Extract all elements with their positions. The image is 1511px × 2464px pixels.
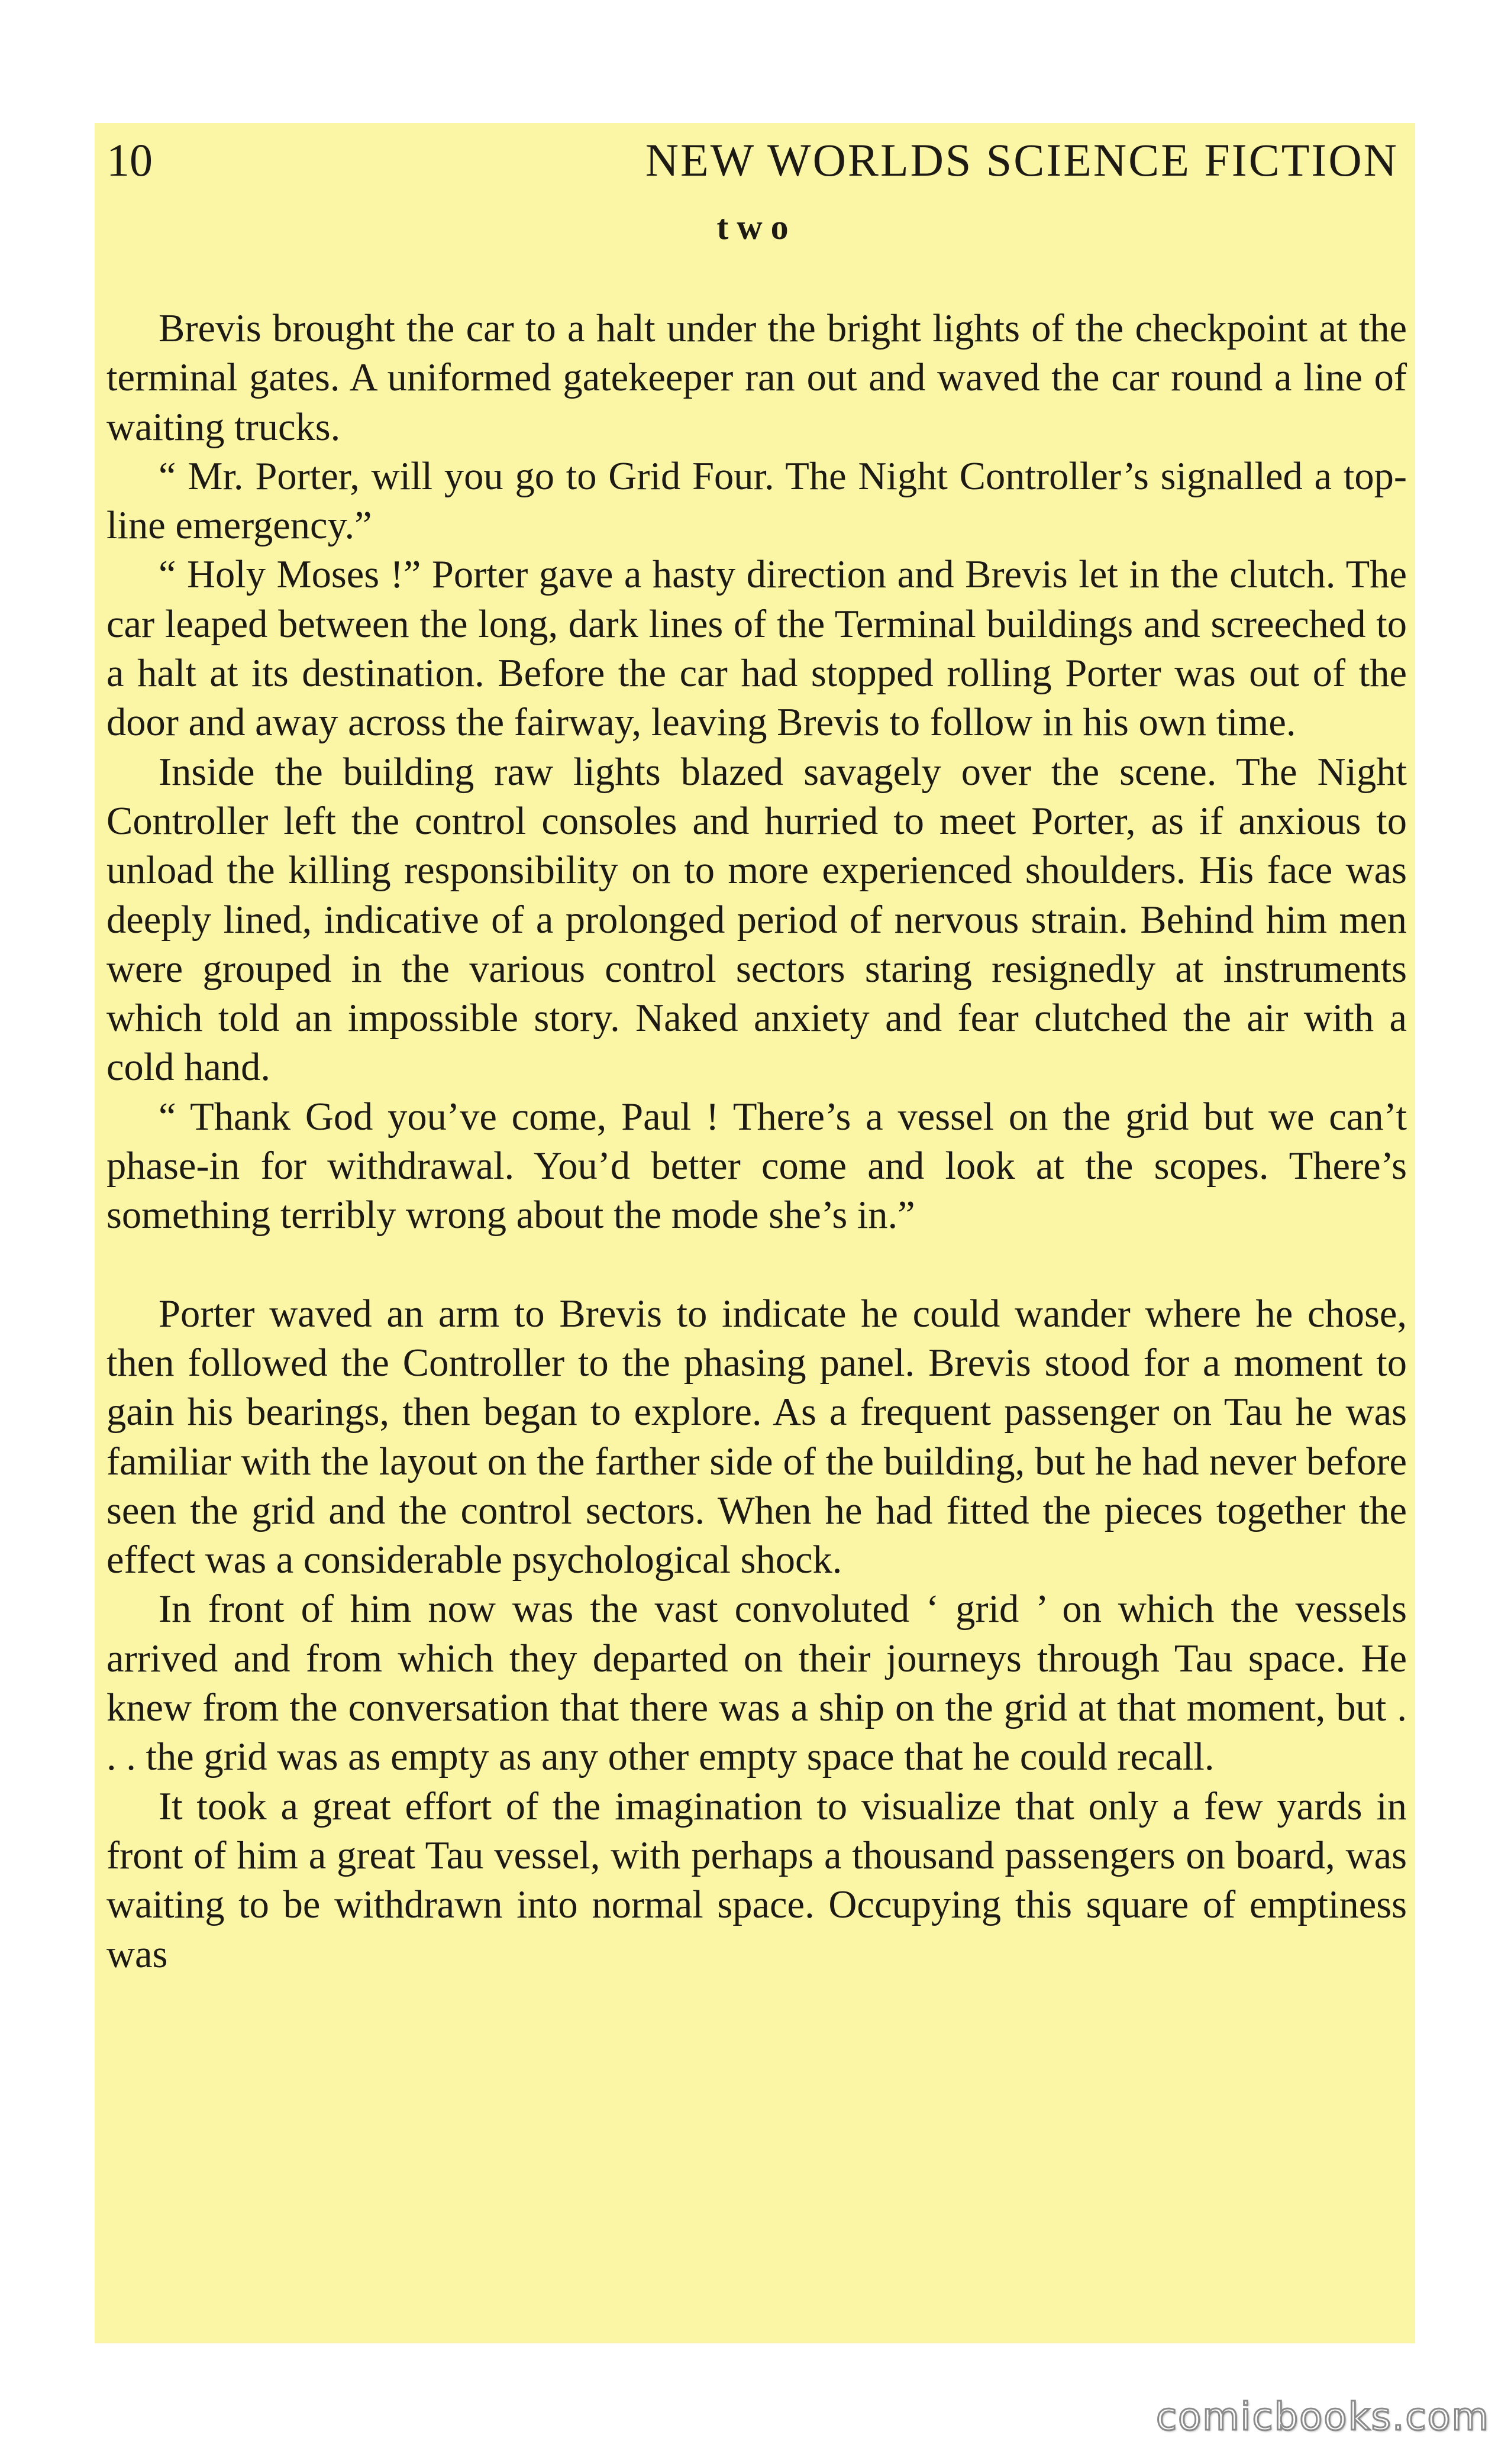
chapter-heading: two: [716, 208, 797, 247]
book-page: [95, 123, 1415, 2343]
paragraph: “ Mr. Porter, will you go to Grid Four. The Night Controller’s signalled a top-line emergency.”: [106, 454, 1407, 548]
running-head: [106, 123, 1407, 199]
paragraph: It took a great effort of the imagination to visualize that only a few yards in front of him a great Tau vessel, with perhaps a thousand passengers on board, was waiting to be withdrawn into normal space. Occupying this square of emptiness was: [106, 1784, 1407, 1976]
paragraph: “ Thank God you’ve come, Paul ! There’s a vessel on the grid but we can’t phase-in for withdrawal. You’d better come and look at the scopes. There’s something terribly wrong about the mode she’s in.”: [106, 1095, 1407, 1237]
publication-title: NEW WORLDS SCIENCE FICTION: [645, 134, 1399, 186]
watermark-logo: comicbooks.com: [1155, 2395, 1490, 2439]
paragraph: In front of him now was the vast convoluted ‘ grid ’ on which the vessels arrived and from which they departed on their journeys through Tau space. He knew from the conversation that there was a ship on the grid at that moment, but . . . the grid was as empty as any other empty space that he could recall.: [106, 1587, 1407, 1779]
paragraph: Brevis brought the car to a halt under the bright lights of the checkpoint at the terminal gates. A uniformed gatekeeper ran out and waved the car round a line of waiting trucks.: [106, 307, 1407, 449]
page-number: 10: [106, 134, 153, 186]
body-text: [106, 304, 1407, 1979]
paragraph: Inside the building raw lights blazed savagely over the scene. The Night Controller left the control consoles and hurried to meet Porter, as if anxious to unload the killing responsibility on to more experienced shoulders. His face was deeply lined, indicative of a prolonged period of nervous strain. Behind him men were grouped in the various control sectors staring resignedly at instruments which told an impossible story. Naked anxiety and fear clutched the air with a cold hand.: [106, 750, 1407, 1089]
paragraph: Porter waved an arm to Brevis to indicate he could wander where he chose, then followed the Controller to the phasing panel. Brevis stood for a moment to gain his bearings, then began to explore. As a frequent passenger on Tau he was familiar with the layout on the farther side of the building, but he had never before seen the grid and the control sectors. When he had fitted the pieces together the effect was a considerable psychological shock.: [106, 1292, 1407, 1582]
paragraph: “ Holy Moses !” Porter gave a hasty direction and Brevis let in the clutch. The car leaped between the long, dark lines of the Terminal buildings and screeched to a halt at its destination. Before the car had stopped rolling Porter was out of the door and away across the fairway, leaving Brevis to follow in his own time.: [106, 553, 1407, 745]
